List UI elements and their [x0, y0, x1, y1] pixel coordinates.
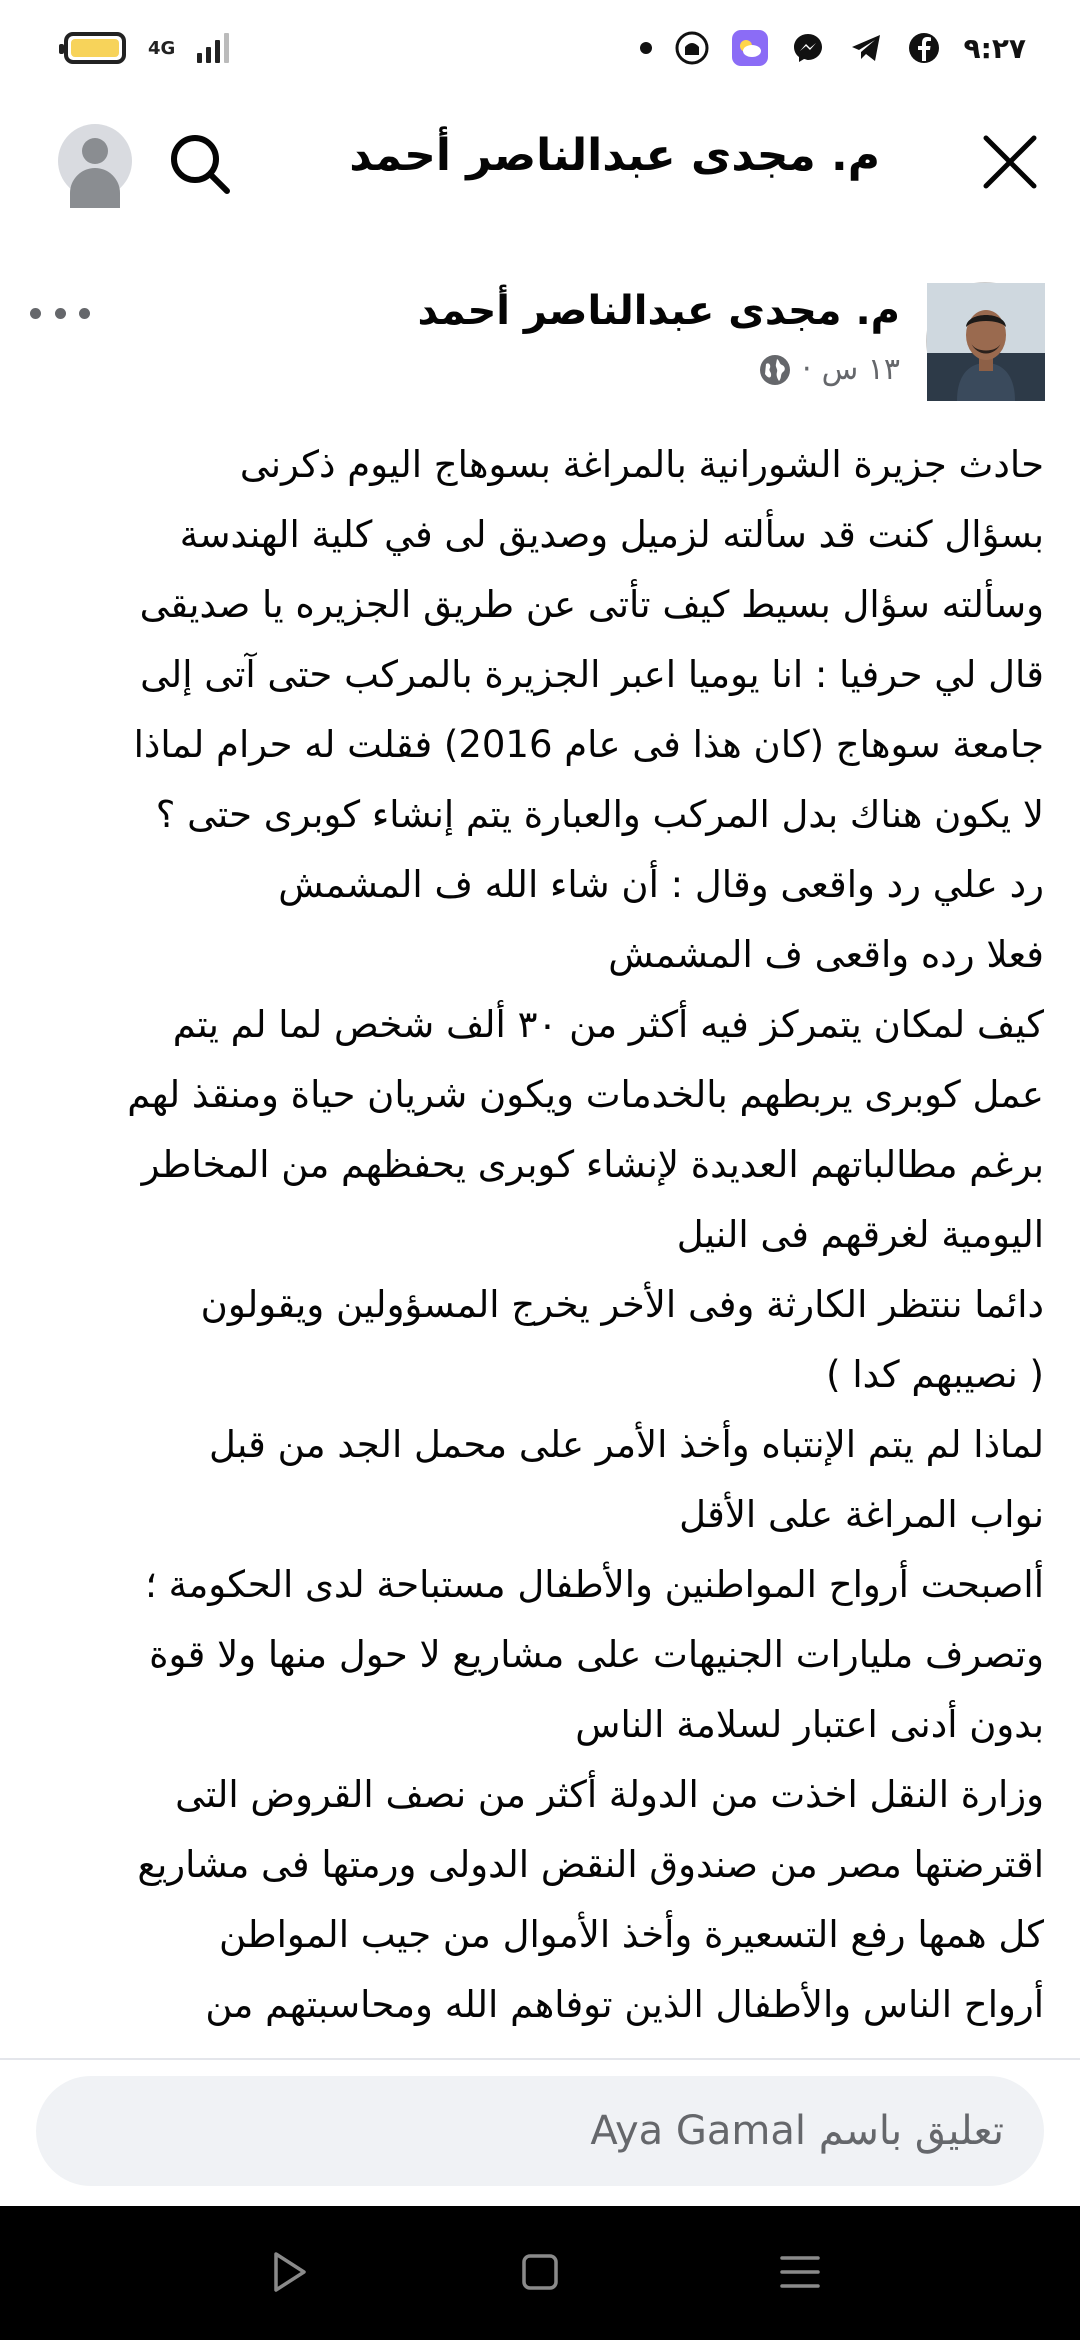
post-line: بدون أدنى اعتبار لسلامة الناس: [575, 1703, 1044, 1746]
messenger-icon: [790, 30, 826, 66]
system-nav-bar: [0, 2206, 1080, 2340]
post-line: اليومية لغرقهم فى النيل: [676, 1213, 1044, 1256]
close-button[interactable]: [974, 126, 1046, 198]
notification-dot-icon: [640, 42, 652, 54]
author-name[interactable]: م. مجدى عبدالناصر أحمد: [417, 288, 900, 334]
telegram-icon: [848, 30, 884, 66]
page-title: م. مجدى عبدالناصر أحمد: [349, 130, 880, 181]
comment-bar: [0, 2060, 1080, 2206]
battery-fill: [71, 39, 119, 57]
post-line: جامعة سوهاج (كان هذا فى عام 2016) فقلت له حرام لماذا: [133, 723, 1044, 766]
post-line: كل همها رفع التسعيرة وأخذ الأموال من جيب المواطن: [219, 1913, 1044, 1956]
post-line: كيف لمكان يتمركز فيه أكثر من ٣٠ ألف شخص لما لم يتم: [172, 1003, 1044, 1046]
more-dot: [79, 308, 90, 319]
post-line: بسؤال كنت قد سألته لزميل وصديق لى في كلية الهندسة: [179, 513, 1044, 556]
post-header: [0, 268, 1080, 418]
post-line: فعلا رده واقعى ف المشمش: [608, 933, 1044, 976]
post-line: عمل كوبرى يربطهم بالخدمات ويكون شريان حياة ومنقذ لهم: [127, 1073, 1044, 1116]
network-type: 4G: [148, 37, 176, 59]
post-line: نواب المراغة على الأقل: [679, 1493, 1044, 1536]
post-line: أرواح الناس والأطفال الذين توفاهم الله ومحاسبتهم من: [205, 1983, 1044, 2026]
menu-lines-icon: [770, 2242, 830, 2302]
status-time: ٩:٢٧: [963, 31, 1026, 65]
nav-home-button[interactable]: [510, 2242, 570, 2302]
post-line: حادث جزيرة الشورانية بالمراغة بسوهاج اليوم ذكرنى: [239, 443, 1044, 486]
post-line: وتصرف مليارات الجنيهات على مشاريع لا حول منها ولا قوة: [149, 1633, 1044, 1676]
post-line: دائما ننتظر الكارثة وفى الأخر يخرج المسؤولين ويقولون: [200, 1283, 1044, 1326]
author-profile-picture[interactable]: [926, 282, 1044, 400]
post-line: أاصبحت أرواح المواطنين والأطفال مستباحة لدى الحكومة ؛: [145, 1563, 1044, 1606]
post-line: وسألته سؤال بسيط كيف تأتى عن طريق الجزيره يا صديقى: [139, 583, 1044, 626]
post-time[interactable]: ١٣ س: [821, 352, 900, 387]
globe-icon: [758, 353, 792, 387]
play-triangle-icon: [258, 2242, 318, 2302]
post-line: رد علي رد واقعى وقال : أن شاء الله ف المشمش: [278, 863, 1044, 906]
avatar-head: [82, 138, 108, 164]
post-line: ( نصيبهم كدا ): [826, 1353, 1044, 1396]
close-icon: [974, 126, 1046, 198]
nav-back-button[interactable]: [258, 2242, 318, 2302]
profile-avatar-button[interactable]: [58, 124, 132, 198]
battery-icon: [64, 32, 126, 64]
more-options-button[interactable]: [30, 298, 90, 328]
more-dot: [30, 308, 41, 319]
facebook-icon: [906, 30, 942, 66]
more-dot: [55, 308, 66, 319]
status-bar: [0, 0, 1080, 96]
search-button[interactable]: [164, 128, 236, 200]
nav-recents-button[interactable]: [770, 2242, 830, 2302]
author-photo: [927, 283, 1045, 401]
post-line: اقترضتها مصر من صندوق النقض الدولى ورمتها فى مشاريع: [137, 1843, 1044, 1886]
meta-separator: ·: [802, 352, 812, 387]
signal-icon: [197, 33, 229, 63]
mosque-app-icon: [674, 30, 710, 66]
square-icon: [510, 2242, 570, 2302]
status-left: [64, 32, 229, 64]
post-line: برغم مطالباتهم العديدة لإنشاء كوبرى يحفظهم من المخاطر: [141, 1143, 1044, 1186]
post-meta: [758, 352, 900, 387]
top-app-bar: [0, 96, 1080, 226]
weather-app-icon: [732, 30, 768, 66]
comment-input[interactable]: [36, 2076, 1044, 2186]
post-line: قال لي حرفيا : انا يوميا اعبر الجزيرة بالمركب حتى آتى إلى: [140, 653, 1044, 696]
post-line: لا يكون هناك بدل المركب والعبارة يتم إنشاء كوبرى حتى ؟: [155, 793, 1044, 836]
post-line: وزارة النقل اخذت من الدولة أكثر من نصف القروض التى: [175, 1773, 1044, 1816]
post-text: [36, 430, 1044, 2058]
status-right: [640, 30, 1026, 66]
search-icon: [164, 128, 236, 200]
post-line: لماذا لم يتم الإنتباه وأخذ الأمر على محمل الجد من قبل: [208, 1423, 1044, 1466]
avatar-body: [70, 168, 120, 208]
